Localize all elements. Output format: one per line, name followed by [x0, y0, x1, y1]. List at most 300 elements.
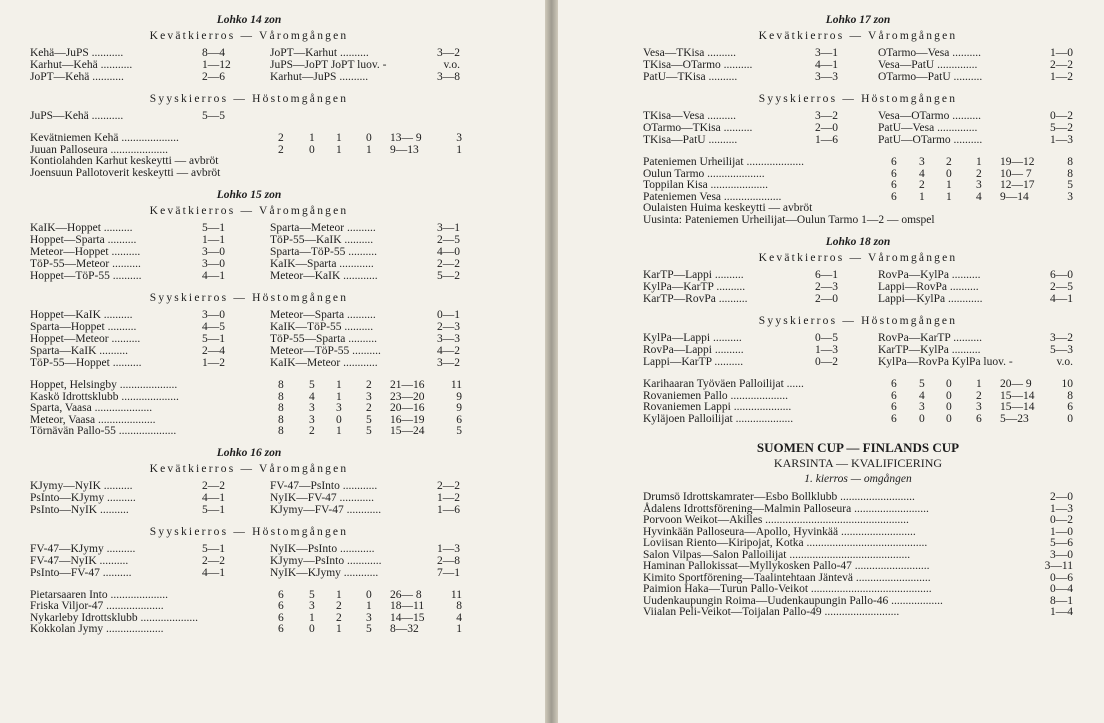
standings-value: 5	[919, 378, 925, 390]
spacer	[643, 226, 1073, 236]
match-score: 3—2	[437, 357, 460, 369]
standings-value: 0	[366, 588, 372, 601]
standings-value: 2	[919, 179, 925, 191]
standings-value: 2	[336, 600, 342, 612]
match-row	[643, 332, 1073, 344]
standings-value: 1	[336, 390, 342, 403]
match-pairing: TKisa—Vesa ..........	[643, 110, 736, 122]
match-pairing: Hoppet—Sparta ..........	[30, 234, 137, 246]
spacer	[643, 146, 1073, 156]
match-score: 1—3	[437, 542, 460, 555]
match-pairing: TöP-55—KaIK ..........	[270, 234, 374, 246]
team-name: Oulun Tarmo ....................	[643, 167, 765, 180]
spacer	[30, 83, 468, 93]
cup-score: 0—4	[1050, 583, 1073, 595]
standings-value: 2	[278, 143, 284, 156]
match-row	[30, 321, 468, 333]
standings-value: 6	[891, 378, 897, 390]
section-note: Uusinta: Pateniemen Urheilijat—Oulun Tarmo 1—2 — omspel	[643, 214, 935, 226]
cup-score: 0—2	[1050, 514, 1073, 526]
match-score: 1—6	[815, 134, 838, 146]
match-score: 2—5	[1050, 281, 1073, 293]
standings-value: 3	[456, 132, 462, 144]
cup-match-row	[643, 491, 1073, 503]
standings-value: 1	[456, 623, 462, 635]
match-score: 1—6	[437, 503, 460, 516]
spacer	[643, 83, 1073, 93]
match-pairing: Vesa—TKisa ..........	[643, 47, 736, 59]
match-pairing: NyIK—FV-47 ............	[270, 491, 375, 504]
autumn-round-heading: Syyskierros — Höstomgången	[758, 315, 958, 327]
cup-pairing: Porvoon Weikot—Akilles ..................................................	[643, 514, 909, 526]
standings-value: 9	[456, 390, 462, 403]
match-row	[30, 270, 468, 282]
match-row	[30, 110, 468, 122]
standings-value: 0	[919, 412, 925, 425]
match-score: 4—1	[815, 59, 838, 71]
standings-value: 2	[366, 379, 372, 391]
match-pairing: Hoppet—Meteor ..........	[30, 333, 141, 345]
spring-round-heading: Kevätkierros — Våromgången	[758, 30, 958, 42]
standings-value: 20— 9	[1000, 378, 1032, 390]
team-name: Pietarsaaren Into ....................	[30, 588, 168, 601]
match-row	[30, 504, 468, 516]
standings-value: 5	[366, 425, 372, 437]
cup-match-row	[643, 560, 1073, 572]
standings-value: 8	[278, 413, 284, 426]
standings-value: 2	[976, 389, 982, 402]
standings-value: 0	[309, 143, 315, 156]
standings-value: 16—19	[390, 413, 425, 426]
standings-value: 3	[919, 401, 925, 413]
match-score: 2—3	[815, 281, 838, 293]
team-name: Hoppet, Helsingby ....................	[30, 379, 178, 391]
standings-value: 11	[450, 379, 462, 391]
cup-pairing: Viialan Peli-Veikot—Toijalan Pallo-49 ..........................	[643, 606, 900, 618]
match-row	[30, 555, 468, 567]
cup-pairing: Drumsö Idrottskamrater—Esbo Bollklubb ..........................	[643, 491, 915, 503]
match-pairing: TöP-55—Meteor ..........	[30, 258, 141, 270]
match-pairing: JuPS—Kehä ...........	[30, 110, 124, 122]
match-pairing: NyIK—PsInto ............	[270, 542, 375, 555]
cup-pairing: Kimito Sportförening—Taalintehtaan Jäntevä ..........................	[643, 571, 931, 584]
match-pairing: Meteor—Sparta ..........	[270, 309, 376, 321]
team-name: Karihaaran Työväen Palloilijat ......	[643, 378, 804, 390]
match-score: 0—5	[815, 332, 838, 344]
cup-pairing: Haminan Pallokissat—Myllykosken Pallo-47 ..........................	[643, 560, 930, 572]
match-pairing: Karhut—JuPS ..........	[270, 71, 369, 83]
cup-score: 1—0	[1050, 525, 1073, 538]
standings-value: 6	[891, 156, 897, 168]
spacer	[30, 437, 468, 447]
standings-row	[30, 402, 468, 414]
match-pairing: FV-47—KJymy ..........	[30, 542, 136, 555]
match-pairing: JoPT—Karhut ..........	[270, 47, 369, 59]
standings-value: 10— 7	[1000, 167, 1032, 180]
standings-value: 6	[1067, 401, 1073, 413]
match-row	[643, 110, 1073, 122]
standings-value: 4	[456, 611, 462, 624]
spacer	[30, 369, 468, 379]
match-score: v.o.	[1056, 356, 1073, 368]
match-score: 2—2	[202, 479, 225, 492]
standings-value: 15—24	[390, 425, 425, 437]
match-pairing: Kehä—JuPS ...........	[30, 47, 124, 59]
standings-value: 1	[946, 179, 952, 191]
match-score: 3—0	[202, 309, 225, 321]
match-score: 0—1	[437, 309, 460, 321]
spring-round-heading: Kevätkierros — Våromgången	[149, 30, 349, 42]
match-pairing: Sparta—Meteor ..........	[270, 222, 376, 234]
match-score: 5—1	[202, 222, 225, 234]
match-pairing: KaIK—Sparta ............	[270, 258, 374, 270]
standings-value: 6	[891, 401, 897, 413]
team-name: Rovaniemen Lappi ....................	[643, 401, 792, 413]
standings-value: 8	[278, 379, 284, 391]
match-row	[30, 71, 468, 83]
standings-value: 3	[309, 600, 315, 612]
cup-pairing: Hyvinkään Palloseura—Apollo, Hyvinkää ..........................	[643, 525, 916, 538]
standings-value: 1	[366, 143, 372, 156]
match-score: 2—2	[202, 554, 225, 567]
section-title: Lohko 16 zon	[216, 446, 282, 459]
cup-score: 3—11	[1044, 560, 1073, 572]
team-name: Kaskö Idrottsklubb ....................	[30, 390, 179, 403]
standings-value: 14—15	[390, 611, 425, 624]
standings-row	[30, 391, 468, 403]
standings-value: 1	[919, 190, 925, 203]
spacer	[30, 579, 468, 589]
left-page	[0, 0, 545, 723]
standings-value: 6	[278, 600, 284, 612]
match-pairing: JoPT—Kehä ...........	[30, 71, 124, 83]
standings-value: 0	[946, 412, 952, 425]
match-score: 1—3	[1050, 134, 1073, 146]
match-score: 8—4	[202, 47, 225, 59]
match-pairing: KarTP—RovPa ..........	[643, 293, 748, 305]
spacer	[643, 368, 1073, 378]
match-score: 4—5	[202, 321, 225, 333]
standings-value: 3	[309, 402, 315, 414]
match-row	[643, 281, 1073, 293]
standings-value: 8	[278, 402, 284, 414]
standings-value: 2	[976, 167, 982, 180]
match-score: 2—0	[815, 293, 838, 305]
standings-value: 1	[976, 156, 982, 168]
match-pairing: TKisa—OTarmo ..........	[643, 59, 753, 71]
cup-score: 1—4	[1050, 606, 1073, 618]
standings-value: 15—14	[1000, 389, 1035, 402]
standings-value: 3	[366, 390, 372, 403]
match-pairing: KylPa—RovPa KylPa luov. -	[878, 356, 1013, 368]
match-score: 2—4	[202, 345, 225, 357]
match-row	[643, 59, 1073, 71]
match-pairing: Lappi—RovPa ..........	[878, 281, 979, 293]
match-score: 3—1	[437, 222, 460, 234]
team-name: Meteor, Vaasa ....................	[30, 413, 156, 426]
autumn-round-heading: Syyskierros — Höstomgången	[758, 93, 958, 105]
standings-row	[30, 623, 468, 635]
standings-row	[643, 390, 1073, 402]
cup-match-row	[643, 526, 1073, 538]
standings-value: 5	[309, 588, 315, 601]
match-score: 3—0	[202, 258, 225, 270]
cup-score: 5—6	[1050, 537, 1073, 549]
cup-round: 1. kierros — omgången	[804, 473, 912, 485]
match-score: 1—12	[202, 59, 231, 71]
match-score: 2—5	[437, 234, 460, 246]
match-score: 5—2	[437, 270, 460, 282]
match-score: 3—3	[437, 333, 460, 345]
match-pairing: PsInto—KJymy ..........	[30, 491, 136, 504]
standings-value: 0	[946, 167, 952, 180]
section-title: Lohko 18 zon	[825, 236, 891, 248]
match-pairing: RovPa—KarTP ..........	[878, 332, 983, 344]
standings-value: 8	[278, 425, 284, 437]
standings-value: 6	[278, 623, 284, 635]
standings-value: 3	[976, 401, 982, 413]
standings-value: 5	[456, 425, 462, 437]
match-score: 1—1	[202, 234, 225, 246]
standings-value: 0	[336, 413, 342, 426]
match-pairing: KylPa—Lappi ..........	[643, 332, 742, 344]
match-score: 5—1	[202, 503, 225, 516]
standings-value: 9	[456, 402, 462, 414]
match-row	[643, 269, 1073, 281]
standings-value: 6	[456, 413, 462, 426]
standings-value: 9—13	[390, 143, 419, 156]
standings-value: 5	[309, 379, 315, 391]
standings-row	[30, 425, 468, 437]
standings-value: 12—17	[1000, 179, 1035, 191]
team-name: Kyläjoen Palloilijat ....................	[643, 412, 794, 425]
cup-pairing: Paimion Haka—Turun Pallo-Veikot ..........................................	[643, 583, 932, 595]
standings-value: 8	[1067, 389, 1073, 402]
cup-pairing: Ådalens Idrottsförening—Malmin Palloseura ..........................	[643, 502, 929, 515]
match-pairing: OTarmo—TKisa ..........	[643, 122, 753, 134]
standings-value: 1	[336, 623, 342, 635]
match-pairing: Meteor—TöP-55 ..........	[270, 345, 381, 357]
standings-value: 0	[1067, 412, 1073, 425]
team-name: Kokkolan Jymy ....................	[30, 623, 164, 635]
match-pairing: RovPa—KylPa ..........	[878, 269, 981, 281]
standings-value: 6	[891, 389, 897, 402]
standings-value: 1	[336, 588, 342, 601]
match-score: 2—0	[815, 122, 838, 134]
cup-subtitle: KARSINTA — KVALIFICERING	[773, 456, 943, 470]
standings-row	[643, 168, 1073, 180]
match-pairing: Lappi—KylPa ............	[878, 293, 983, 305]
standings-value: 3	[366, 611, 372, 624]
standings-row	[30, 600, 468, 612]
match-row	[30, 492, 468, 504]
standings-value: 4	[976, 190, 982, 203]
match-row	[30, 567, 468, 579]
match-score: 2—2	[437, 258, 460, 270]
match-score: 1—2	[437, 491, 460, 504]
standings-row	[643, 191, 1073, 203]
match-pairing: KaIK—Meteor ............	[270, 357, 378, 369]
match-pairing: PatU—Vesa ..............	[878, 122, 978, 134]
standings-value: 8	[456, 600, 462, 612]
match-score: 3—2	[437, 47, 460, 59]
match-score: 4—1	[1050, 293, 1073, 305]
match-score: 3—1	[815, 47, 838, 59]
cup-match-row	[643, 503, 1073, 515]
standings-row	[30, 612, 468, 624]
cup-title: SUOMEN CUP — FINLANDS CUP	[756, 440, 960, 455]
standings-value: 1	[336, 379, 342, 391]
standings-value: 1	[946, 190, 952, 203]
match-pairing: TöP-55—Sparta ..........	[270, 333, 378, 345]
match-pairing: Sparta—TöP-55 ..........	[270, 246, 378, 258]
standings-value: 8	[1067, 167, 1073, 180]
standings-row	[30, 589, 468, 601]
match-pairing: KJymy—PsInto ............	[270, 554, 382, 567]
standings-value: 4	[919, 389, 925, 402]
standings-value: 23—20	[390, 390, 425, 403]
standings-value: 15—14	[1000, 401, 1035, 413]
cup-score: 1—3	[1050, 502, 1073, 515]
section-title: Lohko 15 zon	[216, 189, 282, 201]
match-score: 6—0	[1050, 269, 1073, 281]
standings-value: 6	[278, 588, 284, 601]
match-row	[643, 134, 1073, 146]
match-row	[643, 122, 1073, 134]
match-score: 1—2	[1050, 71, 1073, 83]
standings-value: 2	[309, 425, 315, 437]
spring-round-heading: Kevätkierros — Våromgången	[149, 205, 349, 217]
standings-value: 13— 9	[390, 132, 422, 144]
match-score: 3—8	[437, 71, 460, 83]
match-row	[30, 222, 468, 234]
cup-score: 2—0	[1050, 491, 1073, 503]
cup-match-row	[643, 583, 1073, 595]
standings-value: 4	[919, 167, 925, 180]
team-name: Juuan Palloseura ....................	[30, 143, 168, 156]
match-pairing: JuPS—JoPT JoPT luov. -	[270, 59, 387, 71]
standings-value: 9—14	[1000, 190, 1029, 203]
match-score: 4—0	[437, 246, 460, 258]
spacer	[643, 424, 1073, 434]
match-score: 7—1	[437, 566, 460, 579]
match-score: 5—1	[202, 542, 225, 555]
standings-value: 1	[336, 425, 342, 437]
standings-value: 1	[456, 143, 462, 156]
standings-value: 3	[309, 413, 315, 426]
match-score: 5—5	[202, 110, 225, 122]
standings-value: 5	[366, 623, 372, 635]
match-score: 4—1	[202, 270, 225, 282]
team-name: Rovaniemen Pallo ....................	[643, 389, 789, 402]
book-gutter	[545, 0, 558, 723]
match-pairing: PatU—OTarmo ..........	[878, 134, 983, 146]
standings-value: 6	[278, 611, 284, 624]
match-row	[30, 480, 468, 492]
section-note: Oulaisten Huima keskeytti — avbröt	[643, 202, 813, 214]
standings-value: 10	[1061, 378, 1073, 390]
spacer	[30, 282, 468, 292]
match-row	[30, 59, 468, 71]
standings-value: 8—32	[390, 623, 419, 635]
match-score: 5—1	[202, 333, 225, 345]
cup-score: 0—6	[1050, 571, 1073, 584]
standings-value: 0	[946, 401, 952, 413]
cup-match-row	[643, 606, 1073, 618]
match-pairing: Meteor—KaIK ............	[270, 270, 378, 282]
standings-value: 0	[946, 389, 952, 402]
match-row	[643, 293, 1073, 305]
standings-value: 5	[366, 413, 372, 426]
match-pairing: OTarmo—PatU ..........	[878, 71, 983, 83]
standings-row	[30, 379, 468, 391]
spring-round-heading: Kevätkierros — Våromgången	[149, 462, 349, 475]
standings-value: 1	[976, 378, 982, 390]
standings-value: 3	[1067, 190, 1073, 203]
cup-match-row	[643, 595, 1073, 607]
standings-value: 19—12	[1000, 156, 1035, 168]
match-row	[643, 71, 1073, 83]
team-name: Nykarleby Idrottsklubb ....................	[30, 611, 199, 624]
standings-value: 20—16	[390, 402, 425, 414]
match-pairing: Vesa—PatU ..............	[878, 59, 978, 71]
standings-value: 3	[976, 179, 982, 191]
match-row	[30, 543, 468, 555]
match-score: 2—2	[1050, 59, 1073, 71]
standings-value: 0	[366, 132, 372, 144]
standings-value: 2	[946, 156, 952, 168]
standings-row	[643, 156, 1073, 168]
spacer	[30, 122, 468, 132]
match-pairing: NyIK—KJymy ............	[270, 566, 379, 579]
spacer	[30, 516, 468, 526]
standings-value: 4	[309, 390, 315, 403]
standings-value: 5—23	[1000, 412, 1029, 425]
standings-value: 3	[919, 156, 925, 168]
standings-row	[30, 132, 468, 144]
match-pairing: Lappi—KarTP ..........	[643, 356, 744, 368]
match-row	[30, 246, 468, 258]
cup-pairing: Loviisan Riento—Kiripojat, Kotka ..........................................	[643, 537, 928, 549]
match-pairing: KarTP—KylPa ..........	[878, 344, 981, 356]
standings-value: 18—11	[390, 600, 425, 612]
standings-value: 2	[366, 402, 372, 414]
team-name: Törnävän Pallo-55 ....................	[30, 425, 177, 437]
match-pairing: RovPa—Lappi ..........	[643, 344, 744, 356]
match-pairing: KarTP—Lappi ..........	[643, 269, 744, 281]
standings-value: 1	[309, 132, 315, 144]
match-score: 2—8	[437, 554, 460, 567]
match-score: 4—2	[437, 345, 460, 357]
match-score: 4—1	[202, 566, 225, 579]
right-page-content	[643, 14, 1073, 618]
match-pairing: PatU—TKisa ..........	[643, 71, 738, 83]
match-pairing: Sparta—Hoppet ..........	[30, 321, 137, 333]
cup-match-row	[643, 549, 1073, 561]
standings-value: 26— 8	[390, 588, 422, 601]
standings-value: 6	[891, 167, 897, 180]
match-pairing: TKisa—PatU ..........	[643, 134, 738, 146]
standings-row	[30, 144, 468, 156]
cup-match-row	[643, 572, 1073, 584]
cup-score: 8—1	[1050, 594, 1073, 607]
match-score: 0—2	[1050, 110, 1073, 122]
spacer	[643, 305, 1073, 315]
spacer	[30, 635, 468, 645]
match-score: 3—2	[815, 110, 838, 122]
match-score: 5—2	[1050, 122, 1073, 134]
match-score: v.o.	[443, 59, 460, 71]
